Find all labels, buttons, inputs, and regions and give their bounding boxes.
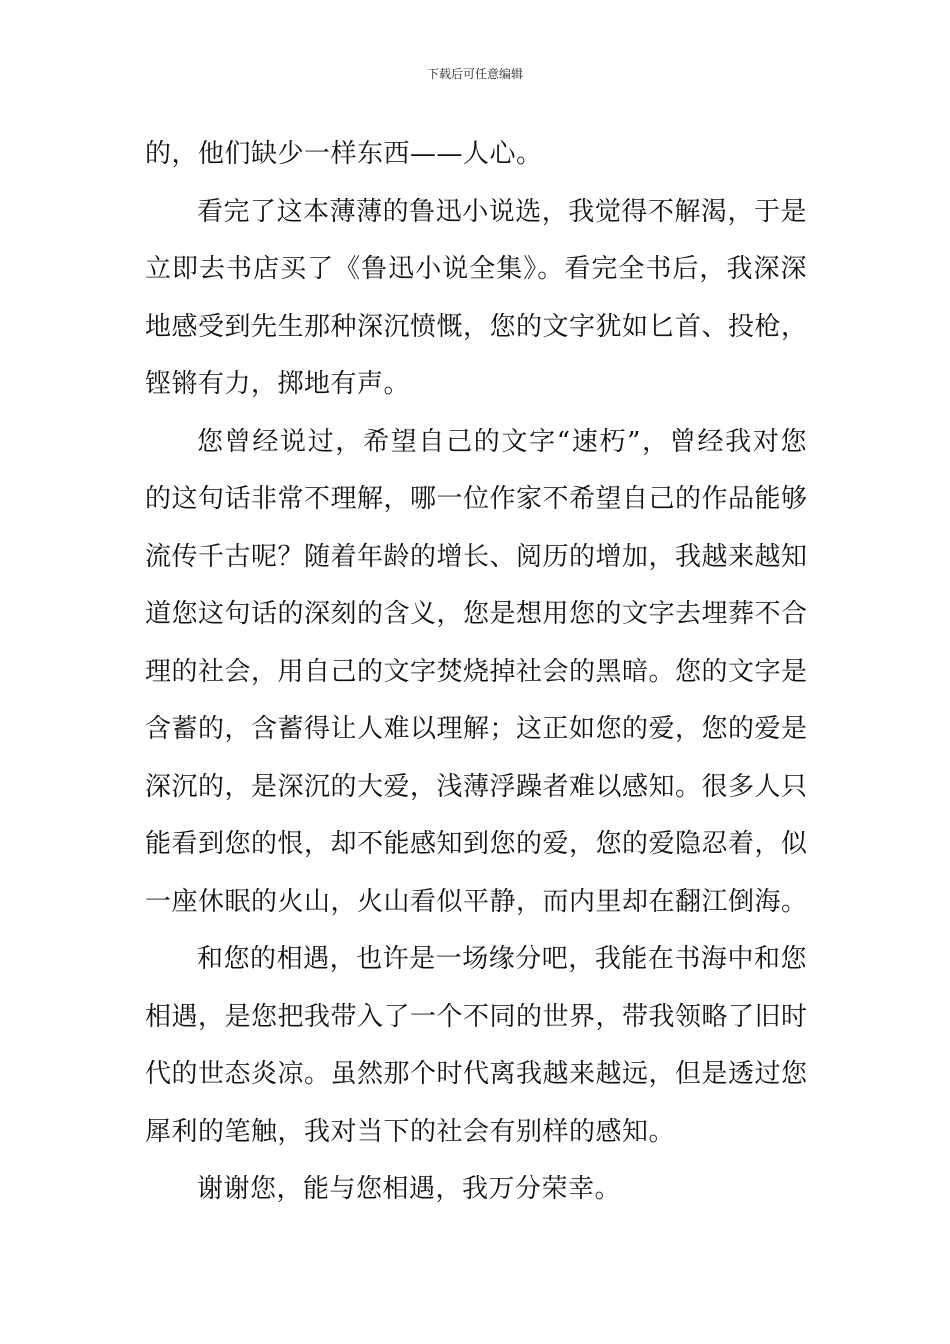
text-line: 流传千古呢？随着年龄的增长、阅历的增加，我越来越知 [145,541,808,572]
text-line: 您曾经说过，希望自己的文字“速朽”，曾经我对您 [197,426,807,457]
text-line: 能看到您的恨，却不能感知到您的爱，您的爱隐忍着，似 [145,829,808,859]
text-line: 犀利的笔触，我对当下的社会有别样的感知。 [145,1116,676,1147]
body-text [145,126,807,1219]
text-line: 谢谢您，能与您相遇，我万分荣幸。 [197,1174,622,1204]
text-line: 道您这句话的深刻的含义，您是想用您的文字去埋葬不合 [145,599,808,629]
text-line: 理的社会，用自己的文字焚烧掉社会的黑暗。您的文字是 [145,656,808,687]
text-line: 地感受到先生那种深沉愤慨，您的文字犹如匕首、投枪， [145,311,808,342]
text-line: 看完了这本薄薄的鲁迅小说选，我觉得不解渴，于是 [197,196,807,227]
page-header: 下载后可任意编辑 [426,67,523,81]
text-line: 深沉的，是深沉的大爱，浅薄浮躁者难以感知。很多人只 [145,771,808,802]
text-line: 的，他们缺少一样东西——人心。 [145,139,543,169]
text-line: 和您的相遇，也许是一场缘分吧，我能在书海中和您 [197,944,807,974]
text-line: 含蓄的，含蓄得让人难以理解；这正如您的爱，您的爱是 [145,714,808,744]
text-line: 一座休眠的火山，火山看似平静，而内里却在翻江倒海。 [145,886,808,917]
text-line: 代的世态炎凉。虽然那个时代离我越来越远，但是透过您 [145,1059,808,1089]
text-line: 相遇，是您把我带入了一个不同的世界，带我领略了旧时 [145,1001,808,1032]
text-line: 的这句话非常不理解，哪一位作家不希望自己的作品能够 [145,484,808,514]
text-line: 铿锵有力，掷地有声。 [145,369,411,399]
text-line: 立即去书店买了《鲁迅小说全集》。看完全书后，我深深 [145,254,807,284]
